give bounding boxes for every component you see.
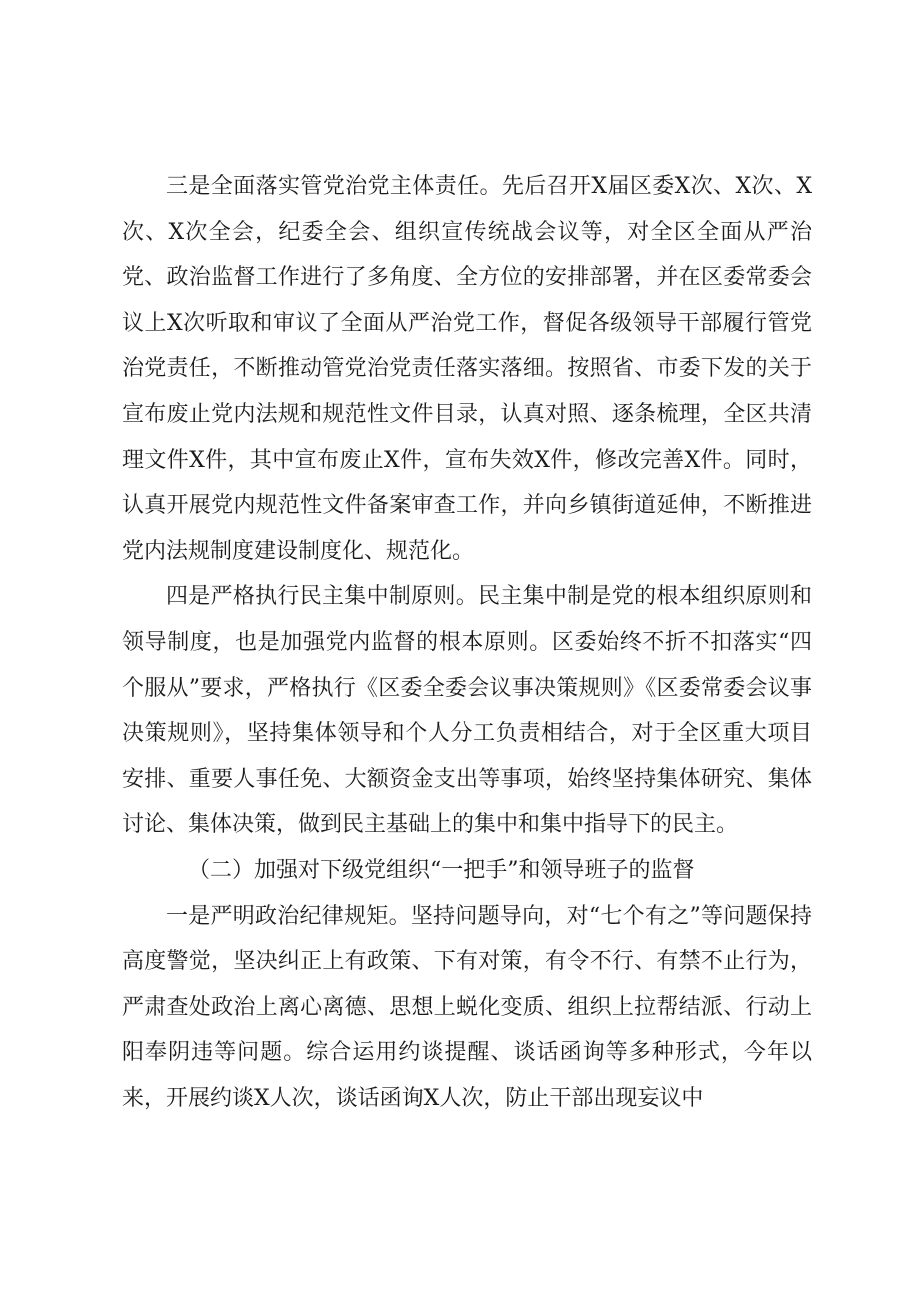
- section-heading: （二）加强对下级党组织“一把手”和领导班子的监督: [188, 857, 695, 883]
- paragraph-responsibility: 三是全面落实管党治党主体责任。先后召开X届区委X次、X次、X次、X次全会，纪委全会、组织宣传统战会议等，对全区全面从严治党、政治监督工作进行了多角度、全方位的安排部署，并在区委常委会议上X次听取和审议了全面从严治党工作，督促各级领导干部履行管党治党责任，不断推动管党治党责任落实落细。按照省、市委下发的关于宣布废止党内法规和规范性文件目录，认真对照、逐条梳理，全区共清理文件X件，其中宣布废止X件，宣布失效X件，修改完善X件。同时，认真开展党内规范性文件备案审查工作，并向乡镇街道延伸，不断推进党内法规制度建设制度化、规范化。: [122, 174, 812, 564]
- paragraph-democratic-centralism: 四是严格执行民主集中制原则。民主集中制是党的根本组织原则和领导制度，也是加强党内监督的根本原则。区委始终不折不扣落实“四个服从”要求，严格执行《区委全委会议事决策规则》《区委常委会议事决策规则》，坚持集体领导和个人分工负责相结合，对于全区重大项目安排、重要人事任免、大额资金支出等事项，始终坚持集体研究、集体讨论、集体决策，做到民主基础上的集中和集中指导下的民主。: [122, 584, 812, 838]
- paragraph-political-discipline: 一是严明政治纪律规矩。坚持问题导向，对“七个有之”等问题保持高度警觉，坚决纠正上有政策、下有对策，有令不行、有禁不止行为，严肃查处政治上离心离德、思想上蜕化变质、组织上拉帮结派、行动上阳奉阴违等问题。综合运用约谈提醒、谈话函询等多种形式，今年以来，开展约谈X人次，谈话函询X人次，防止干部出现妄议中: [122, 903, 812, 1111]
- document-body: [122, 164, 812, 1121]
